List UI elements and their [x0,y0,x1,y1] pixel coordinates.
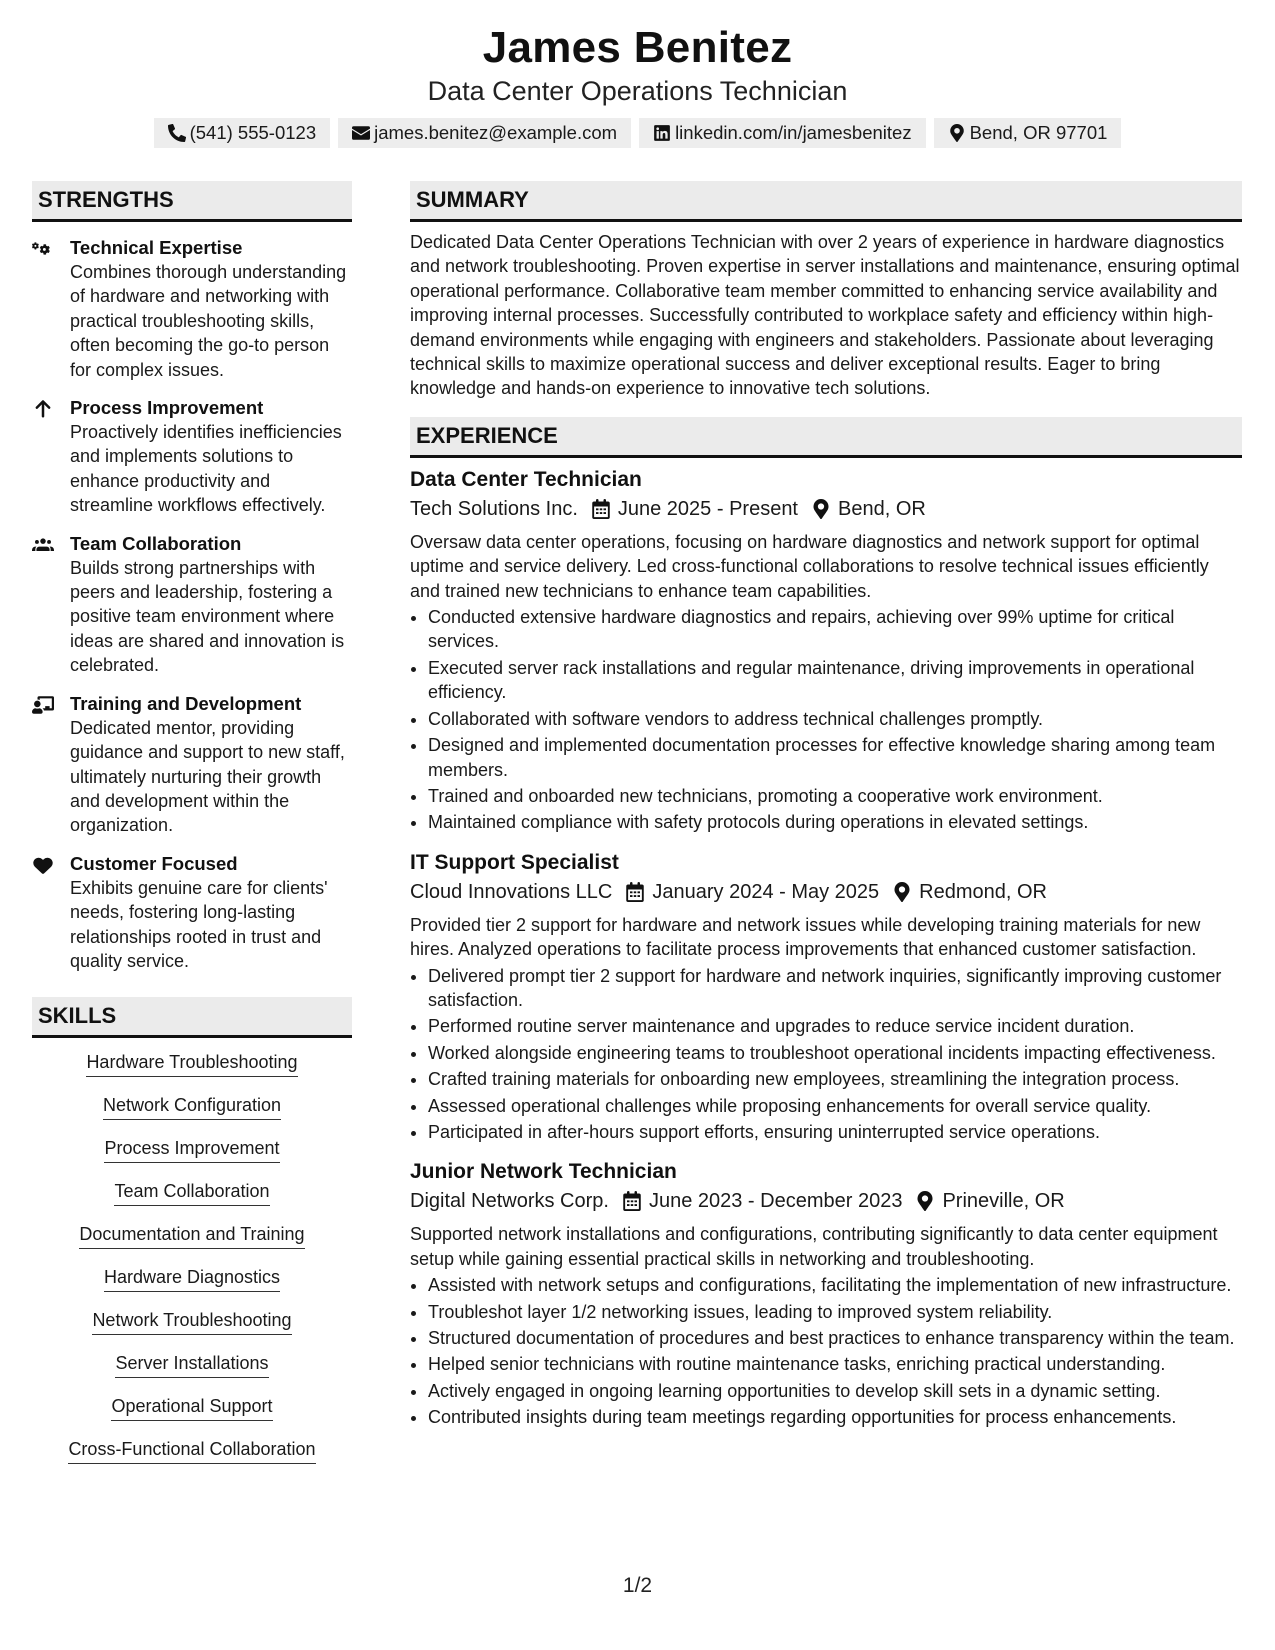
skills-list [32,1048,352,1464]
map-pin-icon [916,1191,934,1211]
envelope-icon [352,124,370,142]
strength-item [32,852,352,974]
job-bullet: • Trained and onboarded new technicians, promoting a cooperative work environment. [428,784,1242,808]
strength-desc: Proactively identifies inefficiencies and implements solutions to enhance productivity and streamline workflows effectively. [70,422,342,516]
job-entry [410,849,1242,1145]
map-pin-icon [948,124,966,142]
job-entry [410,466,1242,835]
job-location: Redmond, OR [919,880,1048,903]
strength-title: Customer Focused [70,852,238,874]
job-meta [410,1186,1242,1216]
job-bullet: • Crafted training materials for onboarding new employees, streamlining the integration process. [428,1067,1242,1091]
right-column [410,181,1242,1430]
experience-heading: EXPERIENCE [410,417,1242,458]
linkedin-text: linkedin.com/in/jamesbenitez [675,122,912,143]
left-column [32,181,352,1464]
job-title: Junior Network Technician [410,1160,677,1184]
chalkboard-teacher-icon [32,695,54,715]
location-text: Bend, OR 97701 [969,122,1108,143]
skill-tag: Network Troubleshooting [92,1308,291,1335]
linkedin-icon [653,124,671,142]
arrow-up-icon [32,399,54,419]
strength-desc: Combines thorough understanding of hardware and networking with practical troubleshooting skills, often becoming the go-to person for complex issues. [70,262,347,380]
skill-tag: Documentation and Training [79,1222,304,1249]
strength-title: Process Improvement [70,397,264,419]
strength-desc: Exhibits genuine care for clients' needs, fostering long-lasting relationships rooted in trust and quality service. [70,877,328,971]
phone-text: (541) 555-0123 [189,122,317,143]
job-bullets [410,1273,1242,1429]
strength-title: Team Collaboration [70,532,242,554]
strength-desc: Dedicated mentor, providing guidance and support to new staff, ultimately nurturing their growth and development within the organization. [70,717,345,836]
resume-header [0,22,1275,148]
contact-email [338,118,631,148]
phone-icon [168,124,186,142]
job-dates: June 2023 - December 2023 [648,1190,903,1213]
skills-heading: SKILLS [32,997,352,1038]
skill-tag: Operational Support [111,1394,272,1421]
strength-title: Technical Expertise [70,237,243,258]
job-dates: June 2025 - Present [617,497,798,520]
job-bullet: • Assessed operational challenges while proposing enhancements for overall service quality. [428,1094,1242,1118]
job-location: Prineville, OR [942,1190,1065,1213]
email-text: james.benitez@example.com [374,122,618,143]
job-bullet: • Participated in after-hours support efforts, ensuring uninterrupted service operations. [428,1120,1242,1144]
job-location: Bend, OR [838,497,926,520]
job-company: Cloud Innovations LLC [410,880,613,903]
calendar-icon [626,882,644,902]
skill-tag: Process Improvement [104,1136,279,1163]
calendar-icon [592,499,610,519]
job-description: Provided tier 2 support for hardware and network issues while developing training materials for new hires. Analyzed operations to facilitate process improvements that enhanced customer satisfaction. [410,914,1201,960]
job-meta [410,877,1242,907]
job-bullet: • Troubleshot layer 1/2 networking issues, leading to improved system reliability. [428,1300,1242,1324]
strength-item [32,236,352,382]
job-bullets [410,964,1242,1145]
job-description: Supported network installations and configurations, contributing significantly to data center equipment setup while gaining essential practical skills in networking and troubleshooting. [410,1224,1218,1269]
users-icon [32,535,54,555]
strength-item [32,532,352,678]
calendar-icon [623,1191,641,1211]
strength-desc: Builds strong partnerships with peers and leadership, fostering a positive team environment where ideas are shared and innovation is celebrated. [70,557,345,676]
skill-tag: Hardware Diagnostics [104,1265,280,1292]
job-bullets [410,605,1242,835]
job-bullet: • Maintained compliance with safety protocols during operations in elevated settings. [428,810,1242,834]
job-bullet: • Executed server rack installations and regular maintenance, driving improvements in operational efficiency. [428,656,1242,705]
skill-tag: Team Collaboration [114,1179,269,1206]
job-bullet: • Delivered prompt tier 2 support for hardware and network inquiries, significantly improving customer satisfaction. [428,964,1242,1013]
job-bullet: • Assisted with network setups and configurations, facilitating the implementation of new infrastructure. [428,1273,1242,1297]
job-description: Oversaw data center operations, focusing on hardware diagnostics and network support for optimal uptime and service delivery. Led cross-functional collaborations to resolve technical issues efficiently and trained new technicians to enhance team capabilities. [410,531,1209,601]
candidate-name: James Benitez [482,23,793,72]
map-pin-icon [893,882,911,902]
map-pin-icon [812,499,830,519]
strength-item [32,692,352,838]
gears-icon [32,239,54,259]
job-meta [410,494,1242,524]
page-number: 1/2 [622,1574,653,1597]
strength-item [32,396,352,518]
job-bullet: • Structured documentation of procedures and best practices to enhance transparency within the team. [428,1326,1242,1350]
job-bullet: • Performed routine server maintenance and upgrades to reduce service incident duration. [428,1014,1242,1038]
skill-tag: Cross-Functional Collaboration [68,1437,315,1464]
jobs-list [410,466,1242,1430]
heart-icon [32,855,54,875]
job-entry [410,1158,1242,1429]
job-bullet: • Designed and implemented documentation processes for effective knowledge sharing among team members. [428,733,1242,782]
contact-bar [0,118,1275,148]
job-company: Tech Solutions Inc. [410,497,578,520]
job-bullet: • Worked alongside engineering teams to troubleshoot operational incidents impacting effectiveness. [428,1041,1242,1065]
job-bullet: • Conducted extensive hardware diagnostics and repairs, achieving over 99% uptime for critical services. [428,605,1242,654]
job-dates: January 2024 - May 2025 [652,880,880,903]
strength-title: Training and Development [70,692,302,714]
strengths-heading: STRENGTHS [32,181,352,222]
job-bullet: • Collaborated with software vendors to address technical challenges promptly. [428,707,1242,731]
job-title: Data Center Technician [410,467,642,491]
contact-location [934,118,1122,148]
skill-tag: Hardware Troubleshooting [86,1050,297,1077]
contact-linkedin [639,118,926,148]
job-bullet: • Actively engaged in ongoing learning opportunities to develop skill sets in a dynamic setting. [428,1379,1242,1403]
summary-heading: SUMMARY [410,181,1242,222]
skill-tag: Server Installations [115,1351,268,1378]
candidate-title: Data Center Operations Technician [427,76,848,106]
skill-tag: Network Configuration [103,1093,281,1120]
contact-phone [154,118,331,148]
job-bullet: • Contributed insights during team meetings regarding opportunities for process enhancements. [428,1405,1242,1429]
summary-text: Dedicated Data Center Operations Technician with over 2 years of experience in hardware diagnostics and network troubleshooting. Proven expertise in server installations and maintenance, ensuring optimal operational performance. Collaborative team member committed to enhancing service availability and improving internal processes. Successfully contributed to workplace safety and efficiency within high-demand environments while engaging with engineers and stakeholders. Passionate about leveraging technical skills to maximize operational success and deliver exceptional results. Eager to bring knowledge and hands-on experience to innovative tech solutions. [410,232,1240,399]
job-company: Digital Networks Corp. [410,1190,609,1213]
job-title: IT Support Specialist [410,850,619,874]
job-bullet: • Helped senior technicians with routine maintenance tasks, enriching practical understanding. [428,1352,1242,1376]
